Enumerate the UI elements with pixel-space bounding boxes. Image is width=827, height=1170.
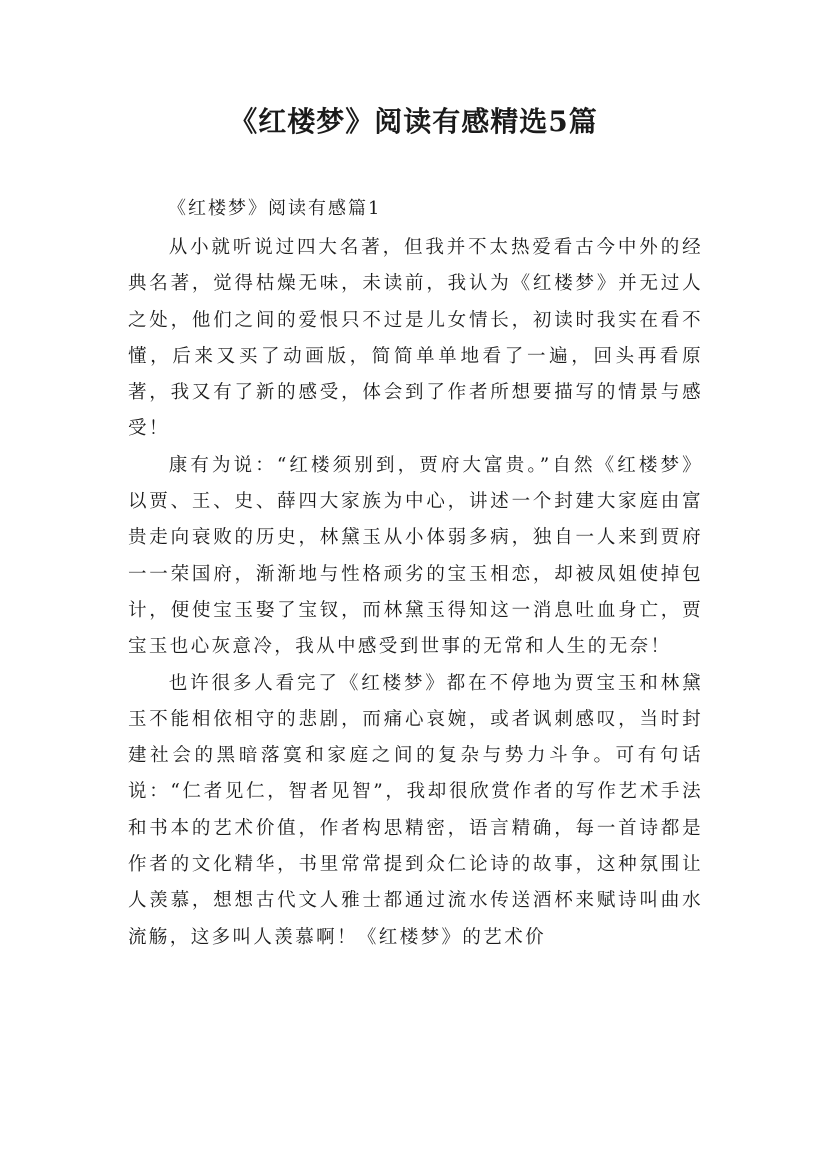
section-heading: 《红楼梦》阅读有感篇1 bbox=[168, 198, 382, 219]
document-title: 《红楼梦》阅读有感精选5篇 bbox=[229, 105, 598, 138]
paragraph-2: 康有为说：“红楼须别到，贾府大富贵。”自然《红楼梦》以贾、王、史、薛四大家族为中心，讲述一个封建大家庭由富贵走向衰败的历史，林黛玉从小体弱多病，独自一人来到贾府一一荣国府，渐渐地与性格顽劣的宝玉相恋，却被凤姐使掉包计，便使宝玉娶了宝钗，而林黛玉得知这一消息吐血身亡，贾宝玉也心灰意冷，我从中感受到世事的无常和人生的无奈！ bbox=[128, 454, 703, 658]
paragraph-3: 也许很多人看完了《红楼梦》都在不停地为贾宝玉和林黛玉不能相依相守的悲剧，而痛心哀婉，或者讽刺感叹，当时封建社会的黑暗落寞和家庭之间的复杂与势力斗争。可有句话说：“仁者见仁，智者见智”，我却很欣赏作者的写作艺术手法和书本的艺术价值，作者构思精密，语言精确，每一首诗都是作者的文化精华，书里常常提到众仁论诗的故事，这种氛围让人羡慕，想想古代文人雅士都通过流水传送酒杯来赋诗叫曲水流觞，这多叫人羡慕啊！《红楼梦》的艺术价 bbox=[128, 672, 703, 948]
paragraph-1: 从小就听说过四大名著，但我并不太热爱看古今中外的经典名著，觉得枯燥无味，未读前，我认为《红楼梦》并无过人之处，他们之间的爱恨只不过是儿女情长，初读时我实在看不懂，后来又买了动画版，简简单单地看了一遍，回头再看原著，我又有了新的感受，体会到了作者所想要描写的情景与感受！ bbox=[128, 237, 703, 440]
document-body bbox=[128, 230, 703, 956]
